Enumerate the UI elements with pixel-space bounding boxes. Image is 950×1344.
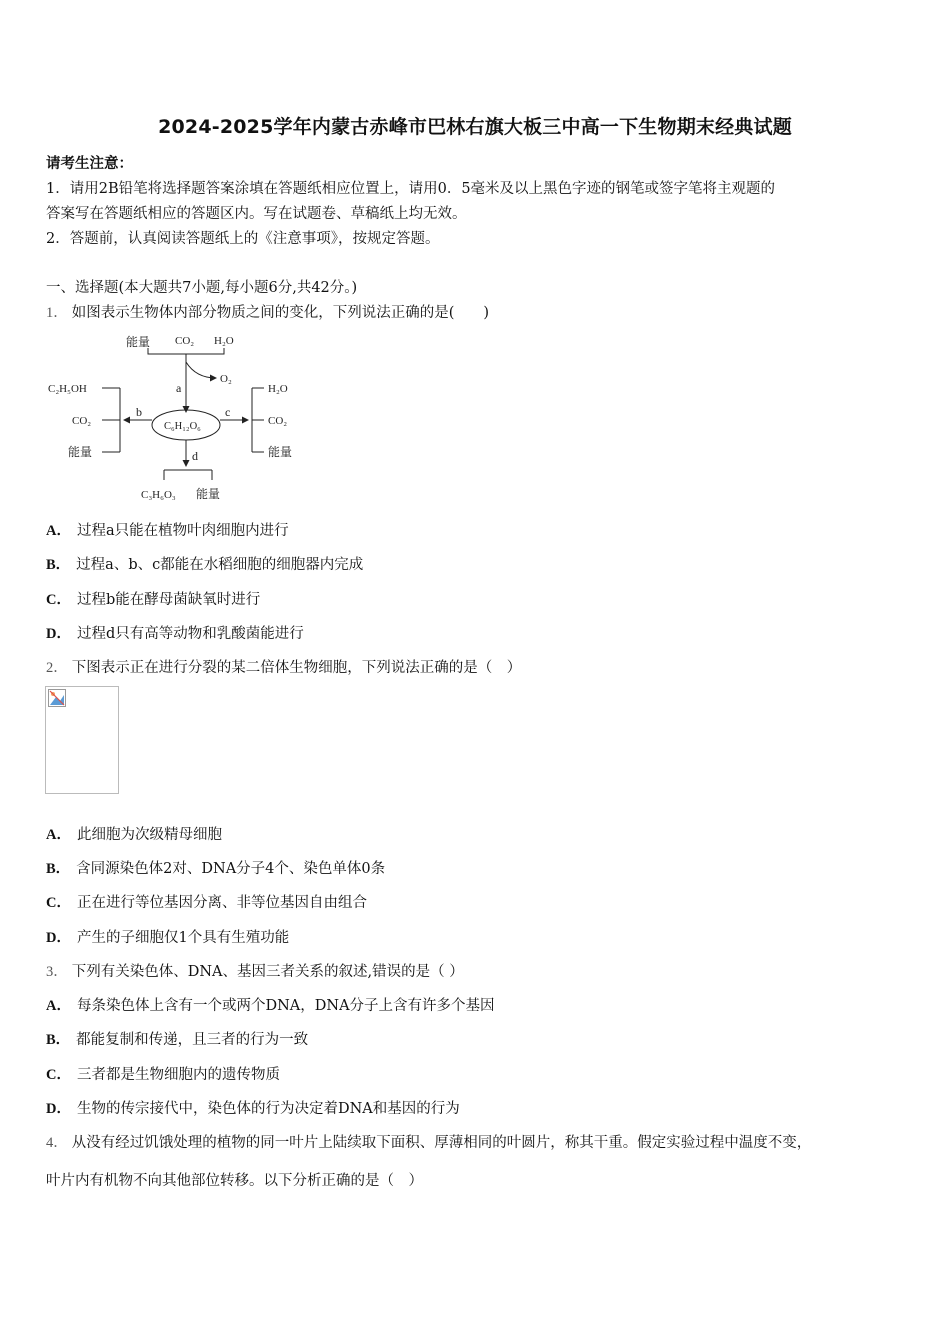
- q2-option-a: A． 此细胞为次级精母细胞: [46, 827, 222, 843]
- question-text: 如图表示生物体内部分物质之间的变化，下列说法正确的是( ): [71, 305, 490, 321]
- broken-image-placeholder: [45, 686, 119, 794]
- right-co2-label: CO₂: [268, 415, 288, 427]
- q1-option-a: A． 过程a只能在植物叶肉细胞内进行: [46, 523, 289, 539]
- energy-top-label: 能量: [126, 335, 151, 349]
- left-ethanol-label: C₂H₅OH: [48, 383, 87, 395]
- question-1-stem: [46, 301, 489, 322]
- question-3-stem: 3． 下列有关染色体、DNA、基因三者关系的叙述,错误的是（ ）: [46, 964, 464, 980]
- q1-option-c: C． 过程b能在酵母菌缺氧时进行: [46, 592, 261, 608]
- glucose-label: C₆H₁₂O₆: [164, 421, 201, 432]
- process-a-label: a: [176, 381, 182, 395]
- question-2-stem: 2． 下图表示正在进行分裂的某二倍体生物细胞，下列说法正确的是（ ）: [46, 660, 522, 676]
- left-energy-label: 能量: [68, 445, 93, 459]
- right-h2o-label: H₂O: [268, 383, 288, 395]
- broken-image-icon: [48, 689, 66, 707]
- q1-option-d: D． 过程d只有高等动物和乳酸菌能进行: [46, 626, 304, 642]
- process-d-label: d: [192, 449, 198, 463]
- notice-line-2: 2．答题前，认真阅读答题纸上的《注意事项》，按规定答题。: [46, 231, 440, 247]
- h2o-top-label: H₂O: [214, 335, 234, 347]
- q3-option-c: C． 三者都是生物细胞内的遗传物质: [46, 1067, 280, 1083]
- co2-top-label: CO₂: [175, 335, 195, 347]
- bottom-lactate-label: C₃H₆O₃: [141, 489, 176, 501]
- process-c-label: c: [225, 405, 231, 419]
- process-b-label: b: [136, 405, 142, 419]
- q3-option-b: B． 都能复制和传递，且三者的行为一致: [46, 1032, 309, 1048]
- q2-option-d: D． 产生的子细胞仅1个具有生殖功能: [46, 930, 290, 946]
- question-4-stem-cont: 叶片内有机物不向其他部位转移。以下分析正确的是（ ）: [46, 1173, 423, 1189]
- section-heading: 一、选择题(本大题共7小题,每小题6分,共42分。): [46, 280, 358, 296]
- bottom-energy-label: 能量: [196, 487, 221, 501]
- o2-label: O₂: [220, 373, 232, 385]
- notice-line-1: 1．请用2B铅笔将选择题答案涂填在答题纸相应位置上，请用0．5毫米及以上黑色字迹的钢笔或签字笔将主观题的: [46, 181, 776, 197]
- q3-option-d: D． 生物的传宗接代中，染色体的行为决定着DNA和基因的行为: [46, 1101, 460, 1117]
- notice-line-1b: 答案写在答题纸相应的答题区内。写在试题卷、草稿纸上均无效。: [46, 206, 467, 222]
- question-number: 1．: [46, 305, 68, 321]
- q2-option-b: B． 含同源染色体2对、DNA分子4个、染色单体0条: [46, 861, 386, 877]
- q1-option-b: B． 过程a、b、c都能在水稻细胞的细胞器内完成: [46, 557, 364, 573]
- question-4-stem: 4． 从没有经过饥饿处理的植物的同一叶片上陆续取下面积、厚薄相同的叶圆片，称其干重。假定实验过程中温度不变，: [46, 1135, 812, 1151]
- q2-option-c: C． 正在进行等位基因分离、非等位基因自由组合: [46, 895, 367, 911]
- page-title: 2024-2025学年内蒙古赤峰市巴林右旗大板三中高一下生物期末经典试题: [158, 116, 792, 138]
- q3-option-a: A． 每条染色体上含有一个或两个DNA，DNA分子上含有许多个基因: [46, 998, 495, 1014]
- right-energy-label: 能量: [268, 445, 293, 459]
- left-co2-label: CO₂: [72, 415, 92, 427]
- metabolism-diagram: [46, 328, 316, 506]
- notice-heading: 请考生注意：: [46, 155, 133, 172]
